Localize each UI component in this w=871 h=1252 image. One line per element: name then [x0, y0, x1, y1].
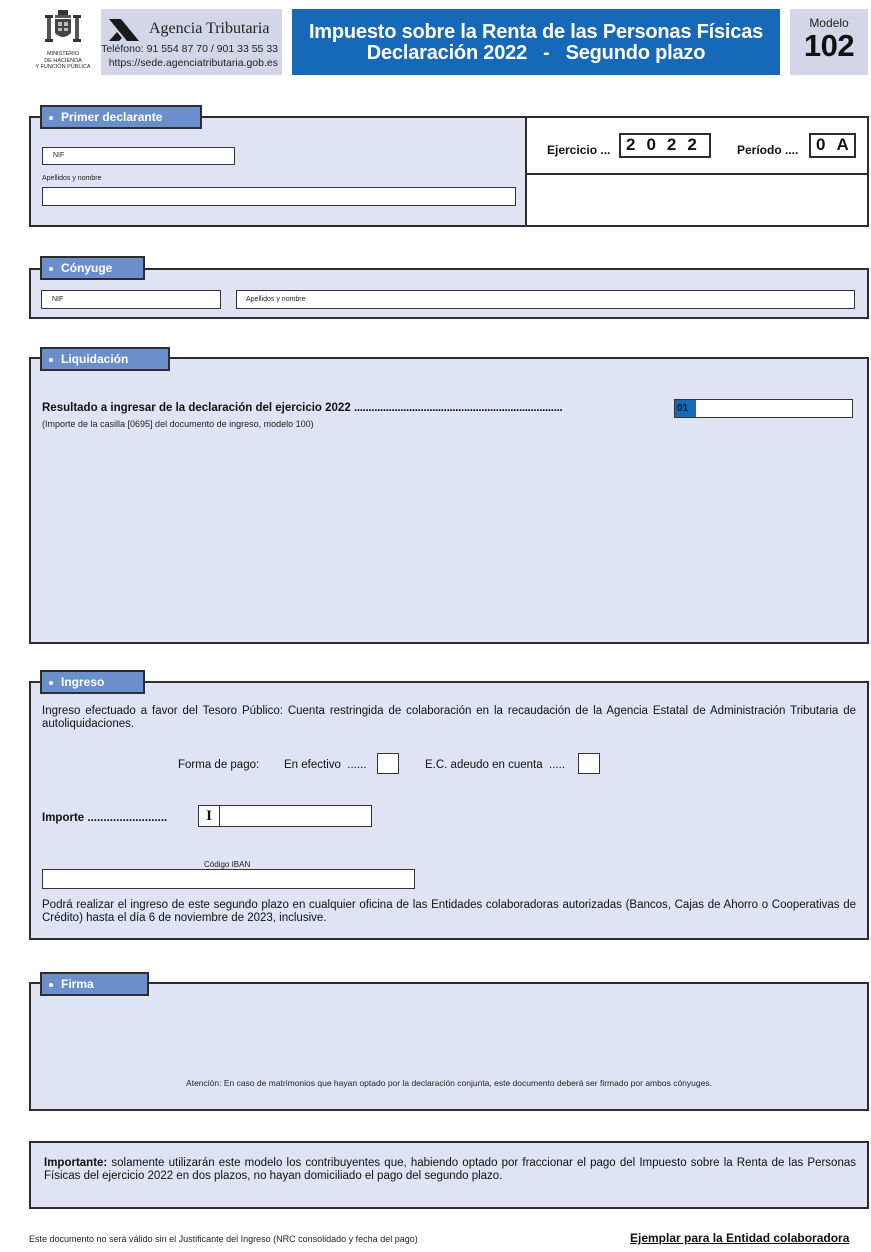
- conyuge-section: [29, 268, 869, 319]
- form-title: [292, 9, 780, 75]
- firma-section[interactable]: [29, 982, 869, 1111]
- efectivo-label: En efectivo ......: [284, 759, 367, 771]
- adeudo-label: E.C. adeudo en cuenta .....: [425, 759, 566, 771]
- form-title-line-2: Declaración 2022 - Segundo plazo: [366, 42, 706, 64]
- ministry-line-1: MINISTERIO: [46, 51, 80, 57]
- ejercicio-value[interactable]: 2022: [619, 133, 711, 158]
- periodo-value[interactable]: 0A: [809, 133, 856, 158]
- modelo-box: [790, 9, 868, 75]
- modelo-number: 102: [803, 28, 855, 63]
- periodo-label: Período ....: [737, 143, 799, 157]
- tab-label: Firma: [61, 977, 94, 991]
- conyuge-nif-field[interactable]: [41, 290, 221, 309]
- ministry-line-2: DE HACIENDA: [44, 57, 82, 64]
- agency-block: [101, 9, 282, 75]
- bullet-icon: [49, 358, 53, 362]
- tab-ingreso: [40, 670, 145, 694]
- tab-primer-declarante: [40, 105, 202, 129]
- primer-declarante-section: [29, 116, 869, 227]
- ejercicio-label: Ejercicio ...: [547, 143, 611, 157]
- importante-body: solamente utilizarán este modelo los contribuyentes que, habiendo optado por fraccionar el pago del Impuesto sobre la Renta de las Personas Físicas del ejercicio 2022 en dos plazos, no hayan domiciliado el pago del segundo plazo.: [44, 1157, 856, 1182]
- box-code: 01: [675, 400, 696, 417]
- importante-text: [44, 1157, 856, 1183]
- form-title-line-1: Impuesto sobre la Renta de las Personas Físicas: [308, 21, 764, 43]
- conyuge-nif-label: NIF: [52, 296, 64, 303]
- agency-name: Agencia Tributaria: [149, 20, 270, 37]
- iban-label: Código IBAN: [204, 860, 251, 869]
- agencia-tributaria-logo-icon: [109, 19, 139, 41]
- name-field[interactable]: [42, 187, 516, 206]
- importante-section: [29, 1141, 869, 1209]
- coat-of-arms-icon: [44, 10, 82, 44]
- agency-url[interactable]: https://sede.agenciatributaria.gob.es: [108, 57, 278, 69]
- ingreso-section: [29, 681, 869, 940]
- iban-field[interactable]: [42, 869, 415, 889]
- tab-firma: [40, 972, 149, 996]
- firma-attention: Atención: En caso de matrimonios que hayan optado por la declaración conjunta, este documento deberá ser firmado por ambos cónyuges.: [186, 1078, 712, 1088]
- conyuge-name-label: Apellidos y nombre: [246, 296, 306, 303]
- importe-code: I: [199, 806, 220, 826]
- conyuge-name-field[interactable]: [236, 290, 855, 309]
- footer-copy-label: Ejemplar para la Entidad colaboradora: [630, 1231, 850, 1245]
- bullet-icon: [49, 267, 53, 271]
- ingreso-note: Podrá realizar el ingreso de este segundo plazo en cualquier oficina de las Entidades colaboradoras autorizadas (Bancos, Cajas de Ahorro o Cooperativas de Crédito) hasta el día 6 de noviembre de 2023, inclusive.: [42, 899, 856, 924]
- adeudo-checkbox[interactable]: [578, 753, 600, 774]
- tab-label: Liquidación: [61, 352, 129, 366]
- tab-label: Primer declarante: [61, 110, 163, 124]
- tab-label: Cónyuge: [61, 261, 113, 275]
- bullet-icon: [49, 681, 53, 685]
- importe-field[interactable]: [198, 805, 372, 827]
- nif-field[interactable]: [42, 147, 235, 165]
- efectivo-checkbox[interactable]: [377, 753, 399, 774]
- liquidacion-section: [29, 357, 869, 644]
- tab-liquidacion: [40, 347, 170, 371]
- name-label: Apellidos y nombre: [42, 175, 102, 182]
- importante-label: Importante:: [44, 1157, 108, 1169]
- nif-label: NIF: [53, 152, 65, 159]
- tab-conyuge: [40, 256, 145, 280]
- result-label: Resultado a ingresar de la declaración del ejercicio 2022 ........................................................................: [42, 402, 563, 414]
- agency-phone: Teléfono: 91 554 87 70 / 901 33 55 33: [101, 43, 278, 55]
- bullet-icon: [49, 983, 53, 987]
- ministry-logo: [32, 10, 94, 76]
- horizontal-divider: [527, 173, 867, 175]
- result-field[interactable]: [674, 399, 853, 418]
- footer-disclaimer: Este documento no será válido sin el Justificante del Ingreso (NRC consolidado y fecha del pago): [29, 1234, 418, 1244]
- importe-label: Importe .........................: [42, 812, 168, 824]
- result-note: (Importe de la casilla [0695] del documento de ingreso, modelo 100): [42, 419, 314, 429]
- modelo-label: Modelo: [809, 16, 849, 30]
- forma-pago-label: Forma de pago:: [178, 759, 260, 771]
- tab-label: Ingreso: [61, 675, 105, 689]
- ingreso-intro: Ingreso efectuado a favor del Tesoro Público: Cuenta restringida de colaboración en la recaudación de la Agencia Estatal de Administración Tributaria de autoliquidaciones.: [42, 705, 856, 730]
- ministry-line-3: Y FUNCIÓN PÚBLICA: [35, 64, 91, 70]
- bullet-icon: [49, 116, 53, 120]
